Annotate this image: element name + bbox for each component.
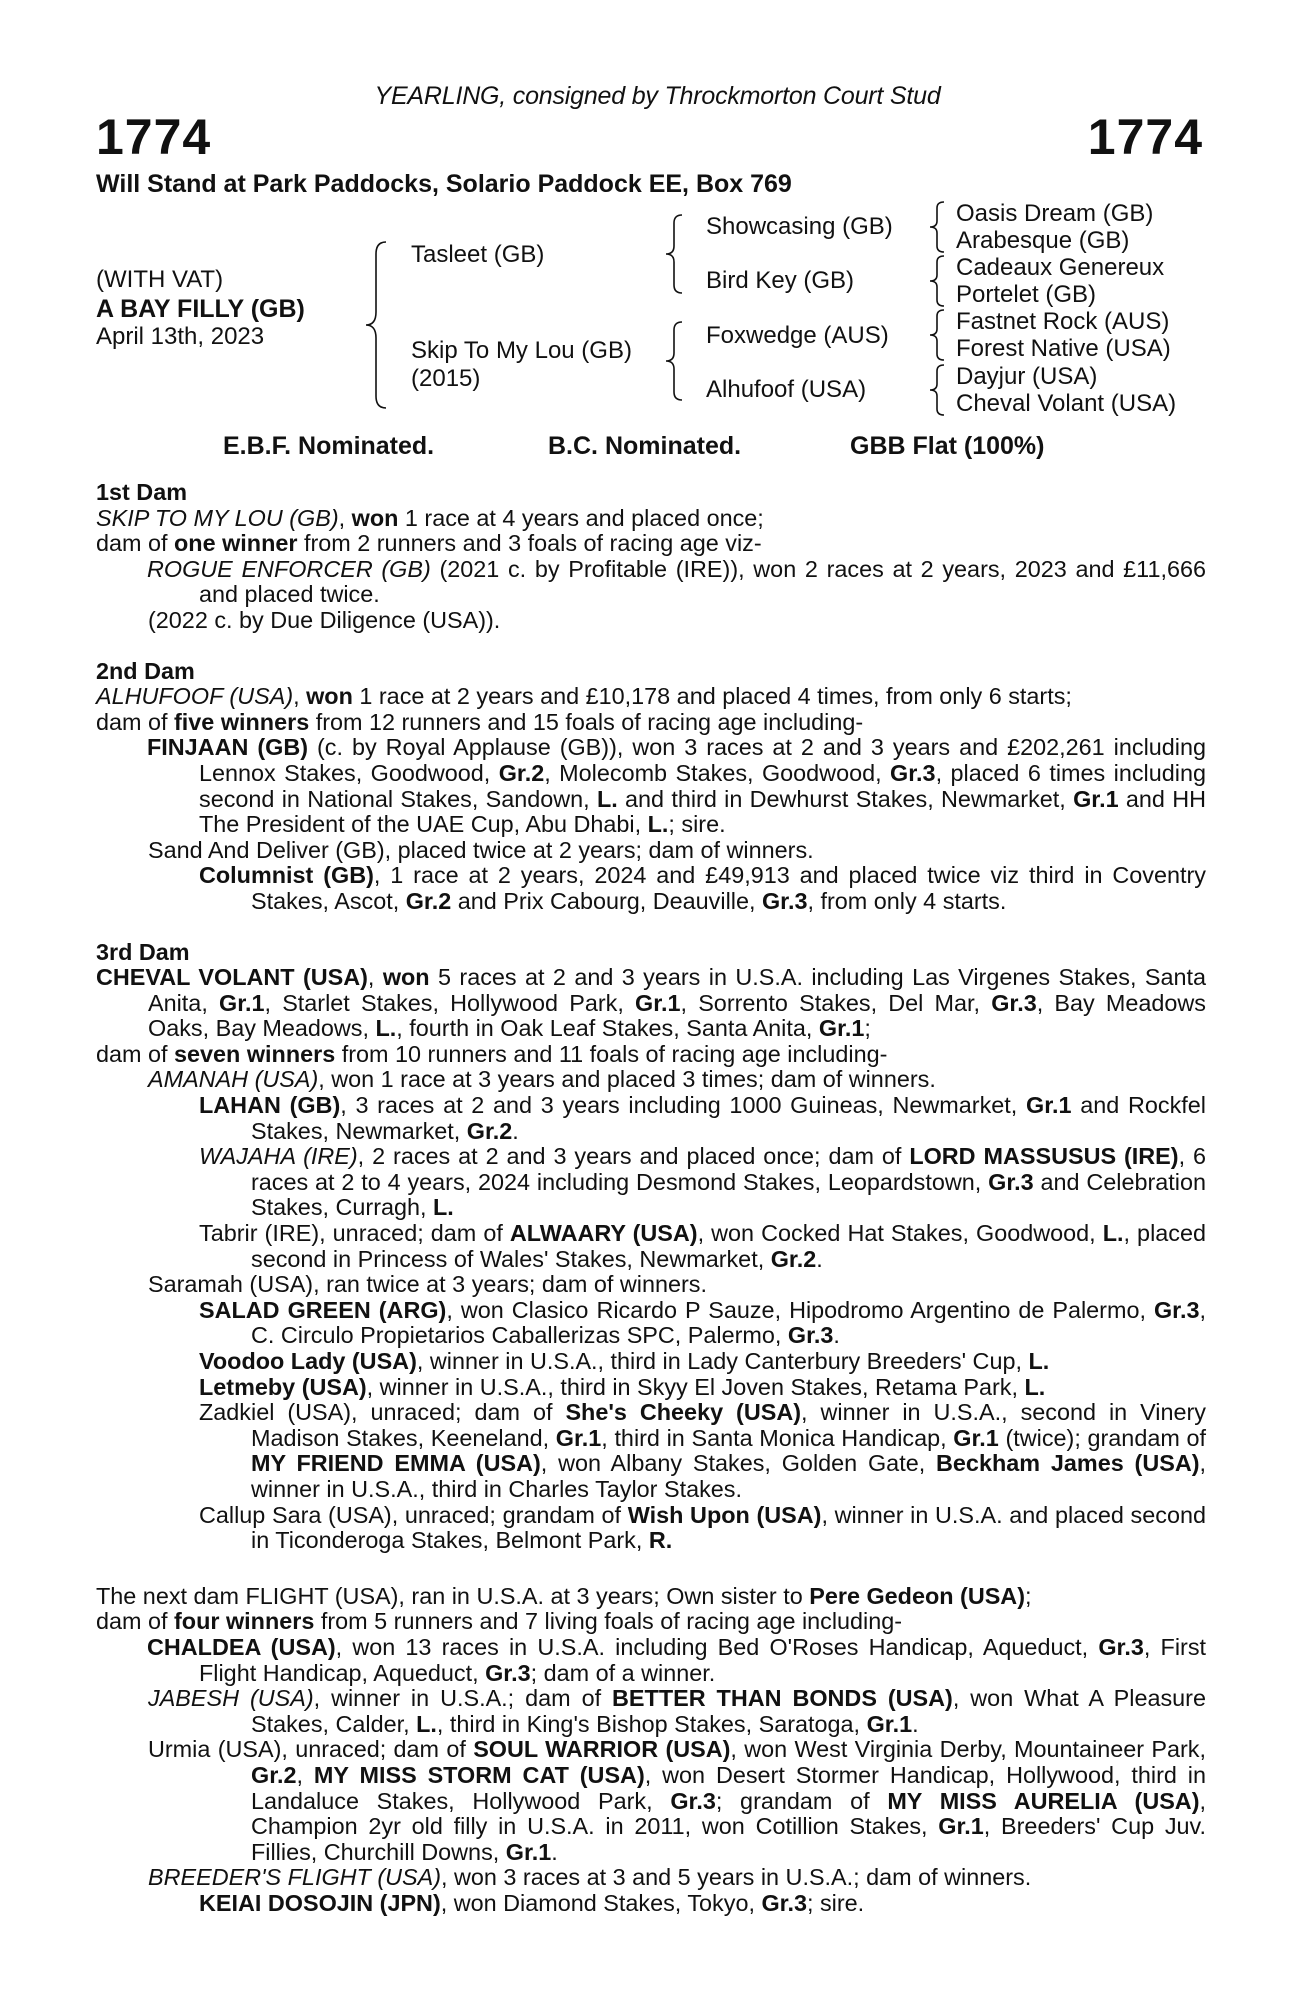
first-dam-heading: 1st Dam	[96, 479, 188, 505]
brace-main	[362, 240, 392, 410]
produce-wajaha: WAJAHA (IRE), 2 races at 2 and 3 years and placed once; dam of LORD MASSUSUS (IRE), 6 races at 2 to 4 years, 2024 including Desmond Stakes, Leopardstown, Gr.3 and Celebration Stakes, Curragh, L.	[199, 1143, 1206, 1221]
produce-voodoo-lady: Voodoo Lady (USA), winner in U.S.A., third in Lady Canterbury Breeders' Cup, L.	[199, 1348, 1050, 1374]
produce-record	[96, 480, 1206, 1941]
foaling-date: April 13th, 2023	[96, 323, 265, 350]
produce-urmia: Urmia (USA), unraced; dam of SOUL WARRIOR (USA), won West Virginia Derby, Mountaineer Park, Gr.2, MY MISS STORM CAT (USA), won Desert Stormer Handicap, Hollywood, third in Landaluce Stakes, Hollywood Park, Gr.3; grandam of MY MISS AURELIA (USA), Champion 2yr old filly in U.S.A. in 2011, won Cotillion Stakes, Gr.1, Breeders' Cup Juv. Fillies, Churchill Downs, Gr.1.	[148, 1736, 1206, 1865]
third-dam-heading: 3rd Dam	[96, 938, 190, 965]
brace-ds	[926, 308, 948, 362]
second-dam-heading: 2nd Dam	[96, 657, 195, 684]
third-dam-line: CHEVAL VOLANT (USA), won 5 races at 2 and 3 years in U.S.A. including Las Virgenes Stakes, Santa Anita, Gr.1, Starlet Stakes, Hollywood Park, Gr.1, Sorrento Stakes, Del Mar, Gr.3, Bay Meadows Oaks, Bay Meadows, L., fourth in Oak Leaf Stakes, Santa Anita, Gr.1;	[96, 964, 1206, 1042]
next-dam-line: The next dam FLIGHT (USA), ran in U.S.A. at 3 years; Own sister to Pere Gedeon (USA);	[96, 1582, 1032, 1609]
consignment-line: YEARLING, consigned by Throckmorton Court Stud	[374, 82, 941, 110]
produce-keiai-dosojin: KEIAI DOSOJIN (JPN), won Diamond Stakes, Tokyo, Gr.3; sire.	[199, 1889, 865, 1916]
produce-columnist: Columnist (GB), 1 race at 2 years, 2024 and £49,913 and placed twice viz third in Coventry Stakes, Ascot, Gr.2 and Prix Cabourg, Deauville, Gr.3, from only 4 starts.	[199, 862, 1206, 914]
gbb-flat: GBB Flat (100%)	[850, 432, 1045, 460]
sd-sire: Cadeaux Genereux	[956, 254, 1165, 281]
first-dam-section	[96, 480, 1206, 634]
produce-lahan: LAHAN (GB), 3 races at 2 and 3 years including 1000 Guineas, Newmarket, Gr.1 and Rockfel Stakes, Newmarket, Gr.2.	[199, 1092, 1206, 1144]
brace-dam	[662, 320, 686, 402]
produce-zadkiel: Zadkiel (USA), unraced; dam of She's Cheeky (USA), winner in U.S.A., second in Vinery Madison Stakes, Keeneland, Gr.1, third in Santa Monica Handicap, Gr.1 (twice); grandam of MY FRIEND EMMA (USA), won Albany Stakes, Golden Gate, Beckham James (USA), winner in U.S.A., third in Charles Taylor Stakes.	[199, 1399, 1206, 1502]
brace-sd	[926, 254, 948, 308]
stand-location: Will Stand at Park Paddocks, Solario Paddock EE, Box 769	[96, 170, 792, 198]
dam-sire: Foxwedge (AUS)	[706, 322, 889, 349]
second-dam-section	[96, 659, 1206, 915]
produce-rogue-enforcer: ROGUE ENFORCER (GB) (2021 c. by Profitable (IRE)), won 2 races at 2 years, 2023 and £11,666 and placed twice.	[147, 555, 1206, 608]
dam-name: Skip To My Lou (GB)	[411, 337, 632, 364]
produce-breeders-flight: BREEDER'S FLIGHT (USA), won 3 races at 3 and 5 years in U.S.A.; dam of winners.	[148, 1864, 1032, 1891]
vat-note: (WITH VAT)	[96, 266, 224, 293]
lot-number-left: 1774	[96, 109, 212, 165]
third-dam-produce: dam of seven winners from 10 runners and 11 foals of racing age including-	[96, 1040, 888, 1067]
produce-chaldea: CHALDEA (USA), won 13 races in U.S.A. including Bed O'Roses Handicap, Aqueduct, Gr.3, First Flight Handicap, Aqueduct, Gr.3; dam of a winner.	[147, 1633, 1207, 1686]
sire-sire: Showcasing (GB)	[706, 213, 893, 240]
lot-number-right: 1774	[1087, 109, 1203, 165]
brace-dd	[926, 363, 948, 417]
second-dam-line: ALHUFOOF (USA), won 1 race at 2 years and £10,178 and placed 4 times, from only 6 starts;	[96, 683, 1072, 710]
produce-tabrir: Tabrir (IRE), unraced; dam of ALWAARY (USA), won Cocked Hat Stakes, Goodwood, L., placed second in Princess of Wales' Stakes, Newmarket, Gr.2.	[199, 1220, 1206, 1272]
bc-nominated: B.C. Nominated.	[548, 432, 742, 460]
dd-dam: Cheval Volant (USA)	[956, 390, 1177, 417]
ebf-nominated: E.B.F. Nominated.	[223, 432, 435, 460]
produce-finjaan: FINJAAN (GB) (c. by Royal Applause (GB)), won 3 races at 2 and 3 years and £202,261 including Lennox Stakes, Goodwood, Gr.2, Molecomb Stakes, Goodwood, Gr.3, placed 6 times including second in National Stakes, Sandown, L. and third in Dewhurst Stakes, Newmarket, Gr.1 and HH The President of the UAE Cup, Abu Dhabi, L.; sire.	[147, 734, 1206, 838]
ss-sire: Oasis Dream (GB)	[956, 200, 1154, 227]
next-dam-produce: dam of four winners from 5 runners and 7 living foals of racing age including-	[96, 1608, 903, 1635]
sire-dam: Bird Key (GB)	[706, 267, 855, 294]
produce-salad-green: SALAD GREEN (ARG), won Clasico Ricardo P Sauze, Hipodromo Argentino de Palermo, Gr.3, C. Circulo Propietarios Caballerizas SPC, Palermo, Gr.3.	[199, 1296, 1206, 1349]
dam-year: (2015)	[411, 365, 481, 392]
produce-jabesh: JABESH (USA), winner in U.S.A.; dam of BETTER THAN BONDS (USA), won What A Pleasure Stakes, Calder, L., third in King's Bishop Stakes, Saratoga, Gr.1.	[148, 1685, 1206, 1737]
sire-name: Tasleet (GB)	[411, 241, 545, 268]
ds-dam: Forest Native (USA)	[956, 335, 1171, 362]
produce-letmeby: Letmeby (USA), winner in U.S.A., third in Skyy El Joven Stakes, Retama Park, L.	[199, 1373, 1046, 1400]
sd-dam: Portelet (GB)	[956, 281, 1097, 308]
next-dam-section	[96, 1584, 1206, 1917]
first-dam-line: SKIP TO MY LOU (GB), won 1 race at 4 years and placed once;	[96, 504, 764, 531]
produce-2022: (2022 c. by Due Diligence (USA)).	[148, 606, 501, 633]
produce-callup-sara: Callup Sara (USA), unraced; grandam of Wish Upon (USA), winner in U.S.A. and placed second in Ticonderoga Stakes, Belmont Park, R.	[199, 1501, 1206, 1554]
brace-sire	[662, 213, 686, 295]
first-dam-produce: dam of one winner from 2 runners and 3 foals of racing age viz-	[96, 530, 762, 557]
third-dam-section	[96, 940, 1206, 1554]
produce-saramah: Saramah (USA), ran twice at 3 years; dam of winners.	[148, 1271, 707, 1298]
brace-ss	[926, 200, 948, 254]
produce-sand-and-deliver: Sand And Deliver (GB), placed twice at 2 years; dam of winners.	[148, 836, 814, 863]
ds-sire: Fastnet Rock (AUS)	[956, 308, 1170, 335]
dd-sire: Dayjur (USA)	[956, 363, 1098, 390]
horse-name: A BAY FILLY (GB)	[96, 295, 305, 323]
produce-amanah: AMANAH (USA), won 1 race at 3 years and placed 3 times; dam of winners.	[148, 1066, 936, 1093]
ss-dam: Arabesque (GB)	[956, 227, 1130, 254]
second-dam-produce: dam of five winners from 12 runners and 15 foals of racing age including-	[96, 708, 864, 735]
dam-dam: Alhufoof (USA)	[706, 376, 867, 403]
